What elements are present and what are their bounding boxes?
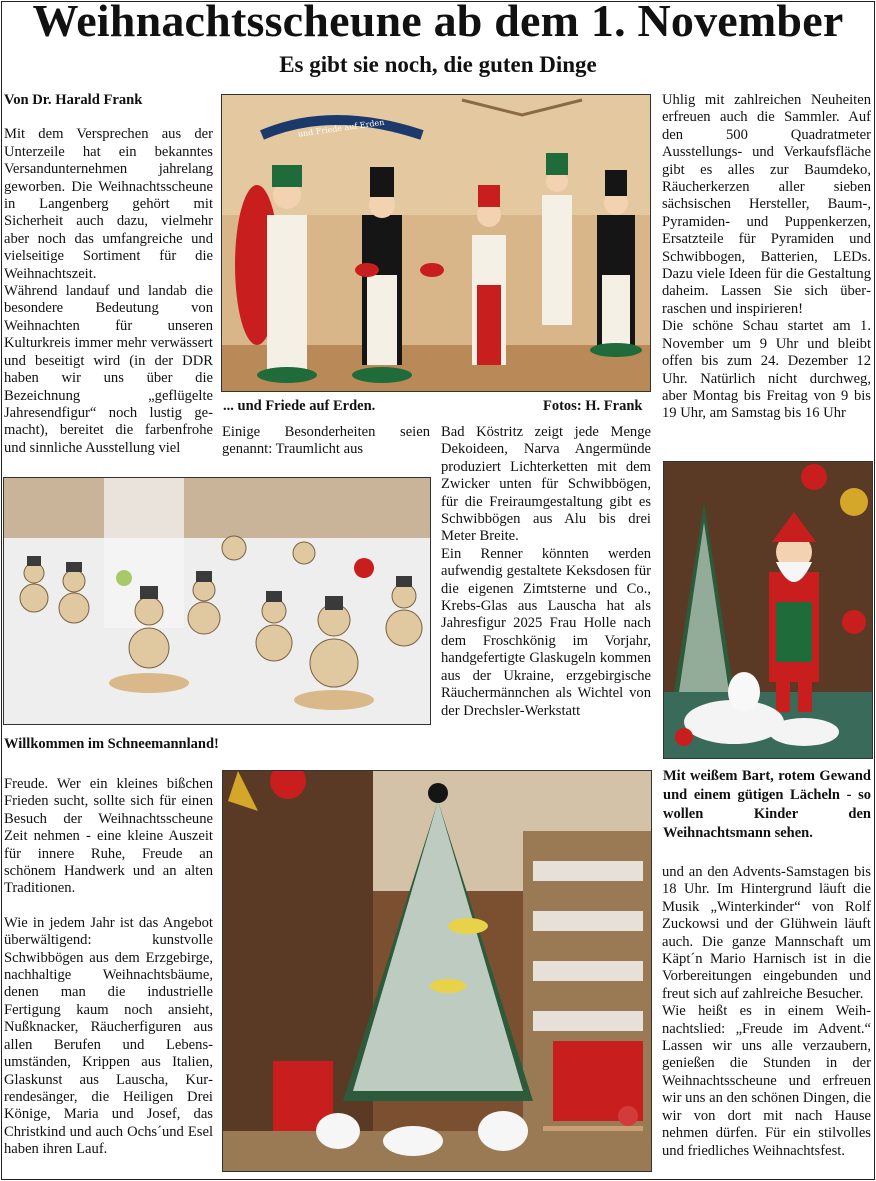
paragraph: Einige Besonderheiten seien genannt: Traumlicht aus — [222, 424, 430, 458]
paragraph: Uhlig mit zahlreichen Neuheiten erfreuen auch die Sammler. Auf den 500 Quadratmeter Ausstellungs- und Verkaufsfläche gibt es alles zur Baumdeko, Räucherkerzen aller sieben sächsischen Hersteller, Baum-, Pyramiden- und Puppenkerzen, Ersatzteile für Pyramiden und Schwibbogen, Batterien, LEDs. Dazu viele Ideen für die Gestaltung daheim. Lassen Sie sich überraschen und inspirieren! — [662, 92, 871, 317]
photo-credit: Fotos: H. Frank — [543, 398, 643, 414]
photo-caption: Willkommen im Schneemannland! — [4, 736, 219, 752]
photo-caption: Mit weißem Bart, rotem Gewand und einem gütigen Lächeln - so wollen Kinder den Weihnachtsmann sehen. — [663, 768, 871, 841]
photo-store-christmas-tree — [222, 770, 652, 1172]
article-column-4-top — [662, 92, 871, 423]
paragraph: Die schöne Schau startet am 1. November um 9 Uhr und bleibt offen bis zum 24. Dezember 12 Uhr. Natürlich nicht durchweg, aber Montag bis Freitag von 9 bis 19 Uhr, am Samstag bis 16 Uhr — [662, 318, 871, 422]
paragraph: Freude. Wer ein kleines bißchen Frieden sucht, sollte sich für einen Besuch der Weihnachtsscheune Zeit nehmen - eine kleine Auszeit für innere Ruhe, Freude an schönem Handwerk und an alten Traditionen. — [4, 776, 213, 897]
photo-santa-claus — [663, 461, 873, 759]
paragraph: Während landauf und landab die besondere Bedeutung von Weihnachten für unseren Kulturkreis immer mehr verwässert und beseitigt wird (in der DDR haben wir uns über die Bezeichnung „geflügelte Jahresendfigur“ noch lustig gemacht), bereitet die farbenfrohe und sinnliche Ausstellung viel — [4, 283, 213, 456]
photo-nutcracker-figures — [221, 94, 651, 392]
article-column-1-bottom — [4, 776, 213, 1159]
paragraph: Wie in jedem Jahr ist das Angebot überwältigend: kunstvolle Schwibbögen aus dem Erzgebirge, nachhaltige Weihnachtsbäume, denen man die industrielle Fertigung kaum noch ansieht, Nußknacker, Räucherfiguren aus allen Berufen und Lebensumständen, Krippen aus Italien, Glaskunst aus Lauscha, Kurrendesänger, die Heiligen Drei Könige, Maria und Josef, das Christkind und auch Ochs´und Esel haben ihren Lauf. — [4, 914, 213, 1158]
article-column-3 — [441, 424, 651, 720]
headline: Weihnachtsscheune ab dem 1. November — [32, 0, 844, 46]
article-column-2 — [222, 424, 430, 459]
paragraph: Wie heißt es in einem Weihnachtslied: „Freude im Advent.“ Lassen wir uns alle verzaubern, genießen die Stunden in der Weihnachtsscheune und erfreuen wir uns an den schönen Dingen, die wir von dort mit nach Hause nehmen dürfen. Für ein stilvolles und friedliches Weihnachtsfest. — [662, 1003, 871, 1159]
author-byline: Von Dr. Harald Frank — [4, 92, 143, 108]
article-column-4-bottom — [662, 864, 871, 1160]
subheadline: Es gibt sie noch, die guten Dinge — [279, 52, 597, 77]
photo-caption: ... und Friede auf Erden. — [223, 398, 376, 414]
paragraph: Ein Renner könnten werden aufwendig gestaltete Keksdosen für die eigenen Zimtsterne und Co., Krebs-Glas aus Lauscha hat als Jahresfigur 2025 Frau Holle nach dem Froschkönig im Vorjahr, handgefertigte Glaskugeln kommen aus der Ukraine, erzgebirgische Räuchermännchen als Wichtel von der Drechsler-Werkstatt — [441, 545, 651, 719]
paragraph: Mit dem Versprechen aus der Unterzeile hat ein bekanntes Versandunternehmen jahrelang geworben. Die Weihnachtsscheune in Langenberg gehört mit Sicherheit auch dazu, vielmehr aber noch das umfangreiche und vielseitige Sortiment für die Weihnachtszeit. — [4, 126, 213, 282]
paragraph: Bad Köstritz zeigt jede Menge Dekoideen, Narva Angermünde produziert Lichterketten mit dem Zwicker unten für Schwibbögen, für die Freiraumgestaltung gibt es Schwibbögen aus Alu bis drei Meter Breite. — [441, 424, 651, 545]
photo-snowmen — [3, 477, 431, 725]
arch-banner-text: und Friede auf Erden — [297, 117, 385, 139]
paragraph: und an den Advents-Samstagen bis 18 Uhr. Im Hintergrund läuft die Musik „Winterkinder“ von Rolf Zuckowsi und der Glühwein läuft auch. Die ganze Mannschaft um Käpt´n Mario Harnisch ist in die Vorbereitungen eingebunden und freut sich auf zahlreiche Besucher. — [662, 864, 871, 1002]
article-column-1-top — [4, 92, 213, 457]
